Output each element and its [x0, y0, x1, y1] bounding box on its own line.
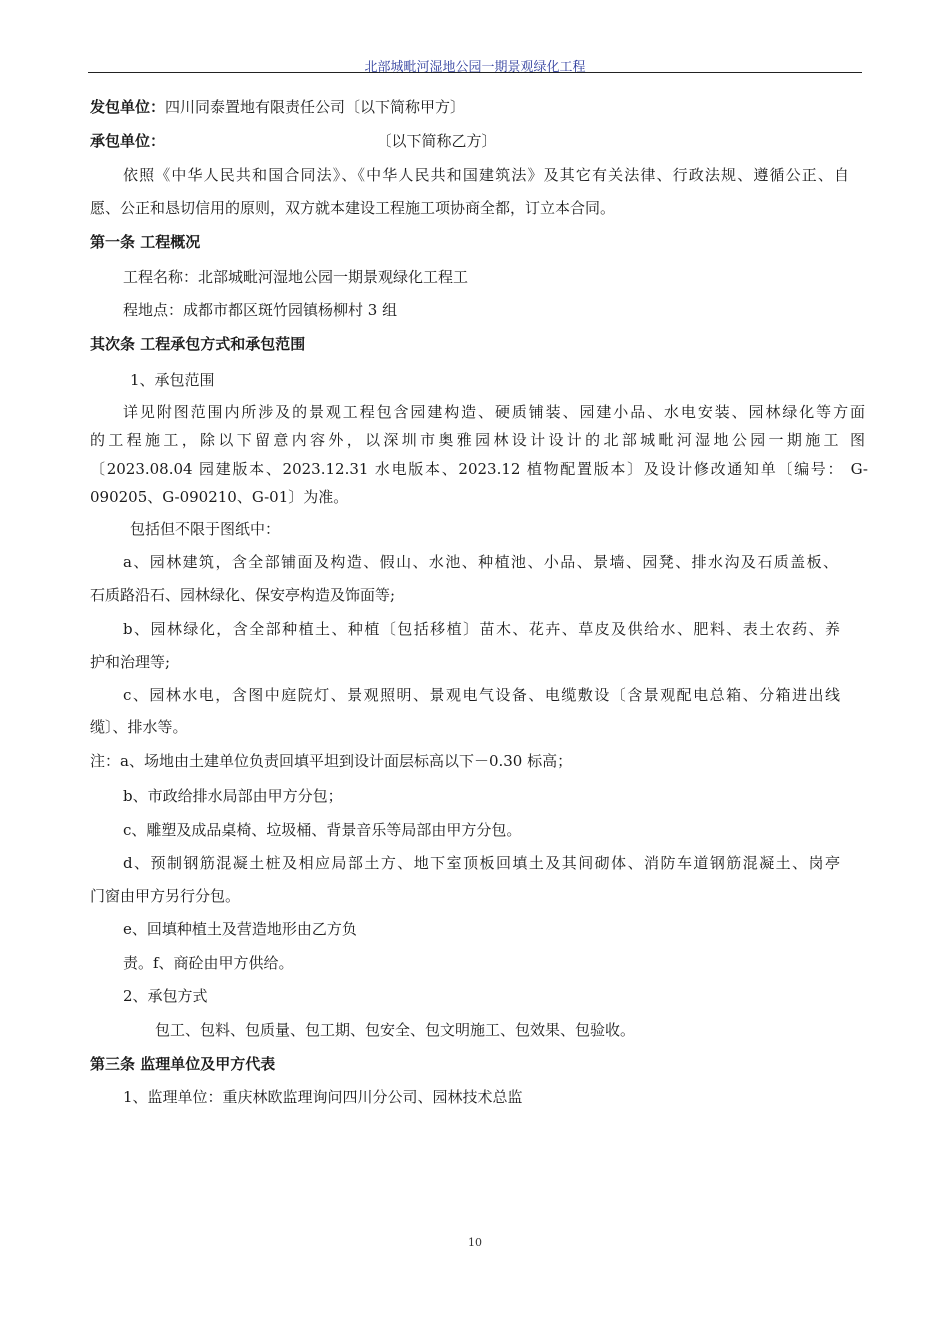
project-name-line: 工程名称：北部城毗河湿地公园一期景观绿化工程工 [123, 268, 469, 286]
item-a-line-2: 石质路沿石、园林绿化、保安亭构造及饰面等; [90, 586, 396, 604]
party-b-line [90, 131, 868, 151]
party-b-value: 〔以下简称乙方〕 [384, 132, 497, 150]
project-location-line: 程地点：成都市都区斑竹园镇杨柳村 3 组 [123, 301, 398, 319]
note-a: 注：a、场地由土建单位负责回填平坦到设计面层标高以下－0.30 标高； [90, 752, 573, 770]
mode-subheading: 2、承包方式 [123, 987, 208, 1005]
note-c: c、雕塑及成品桌椅、垃圾桶、背景音乐等局部由甲方分包。 [123, 821, 522, 839]
article-3-heading: 第三条 监理单位及甲方代表 [90, 1055, 276, 1073]
scope-line-4: 090205、G-090210、G-01〕为准。 [90, 488, 349, 506]
intro-line-2: 愿、公正和恳切信用的原则，双方就本建设工程施工项协商全都，订立本合同。 [90, 199, 616, 217]
intro-line-1: 依照《中华人民共和国合同法》、《中华人民共和国建筑法》及其它有关法律、行政法规、遵循公正、自 [123, 166, 849, 184]
party-a-line [90, 97, 868, 117]
item-b-line-1: b、园林绿化，含全部种植土、种植〔包括移植〕苗木、花卉、草皮及供给水、肥料、表土农药、养 [123, 620, 840, 638]
page-number: 10 [468, 1236, 482, 1249]
header-divider [88, 72, 862, 73]
page-header-title: 北部城毗河湿地公园一期景观绿化工程 [364, 60, 586, 75]
note-e: e、回填种植土及营造地形由乙方负 [123, 920, 357, 938]
scope-subheading: 1、承包范围 [130, 371, 215, 389]
include-intro: 包括但不限于图纸中： [130, 520, 281, 538]
item-c-line-2: 缆〕、排水等。 [90, 718, 188, 736]
scope-line-3: 〔2023.08.04 园建版本、2023.12.31 水电版本、2023.12 植物配置版本〕及设计修改通知单〔编号： G- [90, 460, 868, 478]
party-a-value: 四川同泰置地有限责任公司〔以下简称甲方〕 [165, 98, 466, 116]
item-b-line-2: 护和治理等; [90, 653, 171, 671]
note-b: b、市政给排水局部由甲方分包； [123, 787, 343, 805]
scope-line-2: 的工程施工，除以下留意内容外，以深圳市奥雅园林设计设计的北部城毗河湿地公园一期施工 图 [90, 431, 865, 449]
item-a-line-1: a、园林建筑，含全部铺面及构造、假山、水池、种植池、小品、景墙、园凳、排水沟及石质盖板、 [123, 553, 838, 571]
party-b-label: 承包单位： [90, 132, 166, 150]
mode-line: 包工、包料、包质量、包工期、包安全、包文明施工、包效果、包验收。 [155, 1021, 636, 1039]
note-d-line-1: d、预制钢筋混凝土桩及相应局部土方、地下室顶板回填土及其间砌体、消防车道钢筋混凝土、岗亭 [123, 854, 840, 872]
note-d-line-2: 门窗由甲方另行分包。 [90, 887, 241, 905]
item-c-line-1: c、园林水电，含图中庭院灯、景观照明、景观电气设备、电缆敷设〔含景观配电总箱、分箱进出线 [123, 686, 840, 704]
note-f: 责。f、商砼由甲方供给。 [123, 954, 294, 972]
party-a-label: 发包单位： [90, 98, 166, 116]
article-1-heading: 第一条 工程概况 [90, 233, 201, 251]
scope-line-1: 详见附图范围内所涉及的景观工程包含园建构造、硬质铺装、园建小品、水电安装、园林绿化等方面 [123, 403, 865, 421]
supervisor-line: 1、监理单位：重庆林欧监理询问四川分公司、园林技术总监 [123, 1088, 523, 1106]
article-2-heading: 其次条 工程承包方式和承包范围 [90, 335, 306, 353]
